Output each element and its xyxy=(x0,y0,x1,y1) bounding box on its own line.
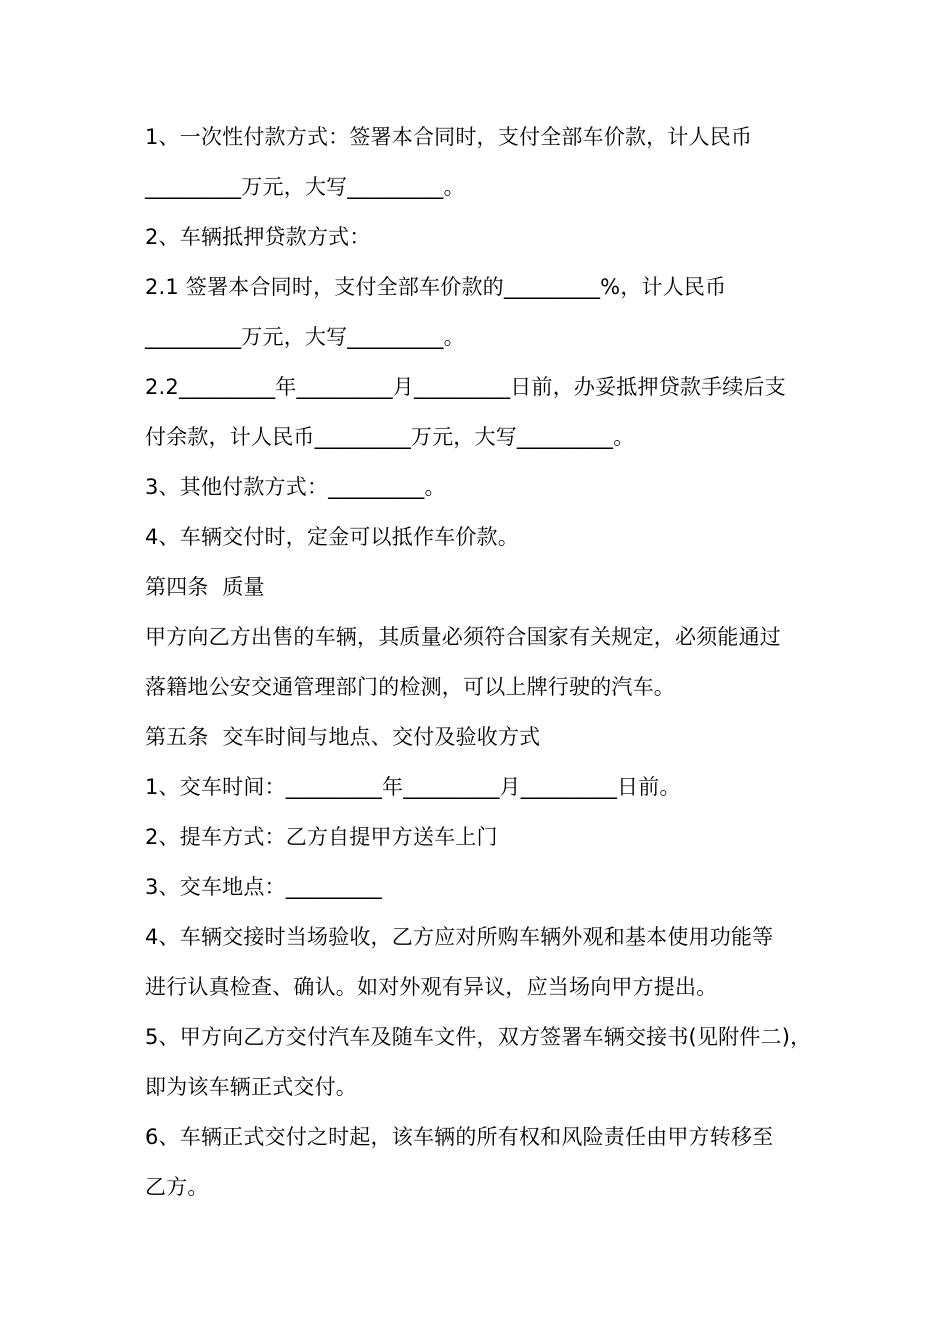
ownership-transfer-line-2: 乙方。 xyxy=(145,1175,209,1199)
clause-payment-other: 3、其他付款方式：_________。 xyxy=(145,475,446,499)
clause-payment-mortgage: 2、车辆抵押贷款方式： xyxy=(145,225,371,249)
clause-payment-mortgage-2-1: 2.1 签署本合同时，支付全部车价款的_________%，计人民币 xyxy=(145,275,727,299)
delivery-documents-line-1: 5、甲方向乙方交付汽车及随车文件，双方签署车辆交接书(见附件二)， xyxy=(145,1025,812,1049)
delivery-time: 1、交车时间：_________年_________月_________日前。 xyxy=(145,775,681,799)
clause-payment-lump-sum-amount: _________万元，大写_________。 xyxy=(145,175,465,199)
clause-payment-lump-sum: 1、一次性付款方式：签署本合同时，支付全部车价款，计人民币 xyxy=(145,125,753,149)
clause-payment-deposit: 4、车辆交付时，定金可以抵作车价款。 xyxy=(145,525,519,549)
section-heading-delivery: 第五条 交车时间与地点、交付及验收方式 xyxy=(145,725,541,749)
quality-paragraph-line-1: 甲方向乙方出售的车辆，其质量必须符合国家有关规定，必须能通过 xyxy=(145,625,781,649)
delivery-documents-line-2: 即为该车辆正式交付。 xyxy=(145,1075,357,1099)
clause-payment-mortgage-2-1-amount: _________万元，大写_________。 xyxy=(145,325,465,349)
delivery-location: 3、交车地点：_________ xyxy=(145,875,383,899)
delivery-inspection-line-2: 进行认真检查、确认。如对外观有异议，应当场向甲方提出。 xyxy=(145,975,718,999)
ownership-transfer-line-1: 6、车辆正式交付之时起，该车辆的所有权和风险责任由甲方转移至 xyxy=(145,1125,774,1149)
clause-payment-mortgage-2-2: 2.2_________年_________月_________日前，办妥抵押贷款手续后支 xyxy=(145,375,786,399)
delivery-inspection-line-1: 4、车辆交接时当场验收，乙方应对所购车辆外观和基本使用功能等 xyxy=(145,925,774,949)
document-body xyxy=(145,112,815,1212)
section-heading-quality: 第四条 质量 xyxy=(145,575,265,599)
quality-paragraph-line-2: 落籍地公安交通管理部门的检测，可以上牌行驶的汽车。 xyxy=(145,675,675,699)
delivery-method: 2、提车方式：乙方自提甲方送车上门 xyxy=(145,825,498,849)
clause-payment-mortgage-2-2-cont: 付余款，计人民币_________万元，大写_________。 xyxy=(145,425,635,449)
